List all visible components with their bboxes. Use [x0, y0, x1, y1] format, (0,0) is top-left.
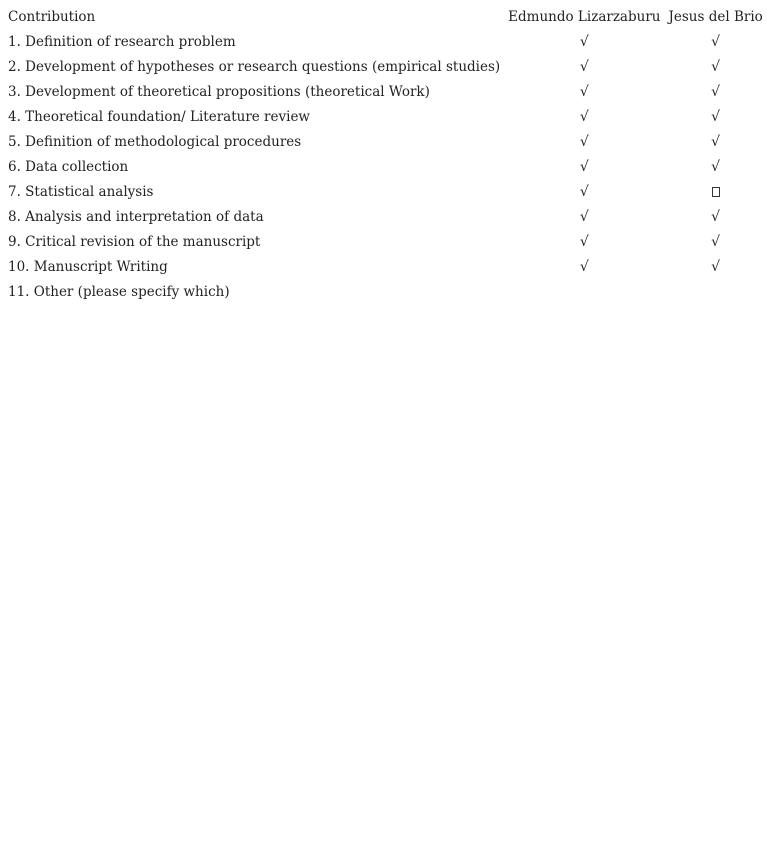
table-row [4, 205, 767, 230]
check-mark-icon: √ [711, 234, 721, 250]
table-row [4, 55, 767, 80]
check-mark-icon: √ [579, 34, 589, 50]
author-b-cell [664, 155, 766, 180]
table-row [4, 130, 767, 155]
contribution-label: 4. Theoretical foundation/ Literature review [8, 109, 310, 125]
author-a-cell [504, 155, 664, 180]
author-a-cell [504, 30, 664, 55]
author-a-cell [504, 280, 664, 305]
author-b-cell [664, 205, 766, 230]
contribution-label: 9. Critical revision of the manuscript [8, 234, 261, 250]
check-mark-icon: √ [711, 209, 721, 225]
author-b-cell [664, 30, 766, 55]
author-a-cell [504, 105, 664, 130]
table-row [4, 280, 767, 305]
check-mark-icon: √ [579, 159, 589, 175]
table-row [4, 30, 767, 55]
author-b-cell [664, 130, 766, 155]
author-b-cell [664, 80, 766, 105]
empty-box-icon [712, 187, 720, 197]
check-mark-icon: √ [579, 134, 589, 150]
contribution-label: 11. Other (please specify which) [8, 284, 230, 300]
author-a-cell [504, 80, 664, 105]
author-a-cell [504, 205, 664, 230]
check-mark-icon: √ [711, 109, 721, 125]
author-b-cell [664, 255, 766, 280]
author-b-cell [664, 280, 766, 305]
table-row [4, 230, 767, 255]
author-a-cell [504, 130, 664, 155]
author-b-cell [664, 180, 766, 205]
check-mark-icon: √ [579, 109, 589, 125]
check-mark-icon: √ [579, 84, 589, 100]
contribution-label: 7. Statistical analysis [8, 184, 154, 200]
contribution-label: 1. Definition of research problem [8, 34, 236, 50]
contribution-label: 5. Definition of methodological procedures [8, 134, 302, 150]
table-row [4, 80, 767, 105]
author-b-cell [664, 230, 766, 255]
contribution-header: Contribution [8, 9, 96, 25]
author-a-cell [504, 180, 664, 205]
contribution-label: 10. Manuscript Writing [8, 259, 168, 275]
table-row [4, 255, 767, 280]
check-mark-icon: √ [711, 84, 721, 100]
contribution-label: 2. Development of hypotheses or research questions (empirical studies) [8, 59, 501, 75]
check-mark-icon: √ [711, 34, 721, 50]
author-b-cell [664, 55, 766, 80]
author-b-header: Jesus del Brio [668, 9, 763, 25]
author-a-cell [504, 55, 664, 80]
author-a-cell [504, 230, 664, 255]
check-mark-icon: √ [579, 59, 589, 75]
contribution-label: 8. Analysis and interpretation of data [8, 209, 264, 225]
check-mark-icon: √ [579, 184, 589, 200]
check-mark-icon: √ [579, 234, 589, 250]
contribution-rows [4, 30, 767, 305]
header-row [4, 5, 767, 30]
author-a-header: Edmundo Lizarzaburu [508, 9, 661, 25]
contribution-table [4, 5, 767, 305]
check-mark-icon: √ [711, 159, 721, 175]
check-mark-icon: √ [711, 259, 721, 275]
author-a-cell [504, 255, 664, 280]
table-row [4, 105, 767, 130]
author-b-cell [664, 105, 766, 130]
table-row [4, 155, 767, 180]
check-mark-icon: √ [711, 134, 721, 150]
contribution-label: 3. Development of theoretical propositions (theoretical Work) [8, 84, 430, 100]
table-row [4, 180, 767, 205]
contribution-label: 6. Data collection [8, 159, 129, 175]
check-mark-icon: √ [711, 59, 721, 75]
check-mark-icon: √ [579, 259, 589, 275]
check-mark-icon: √ [579, 209, 589, 225]
